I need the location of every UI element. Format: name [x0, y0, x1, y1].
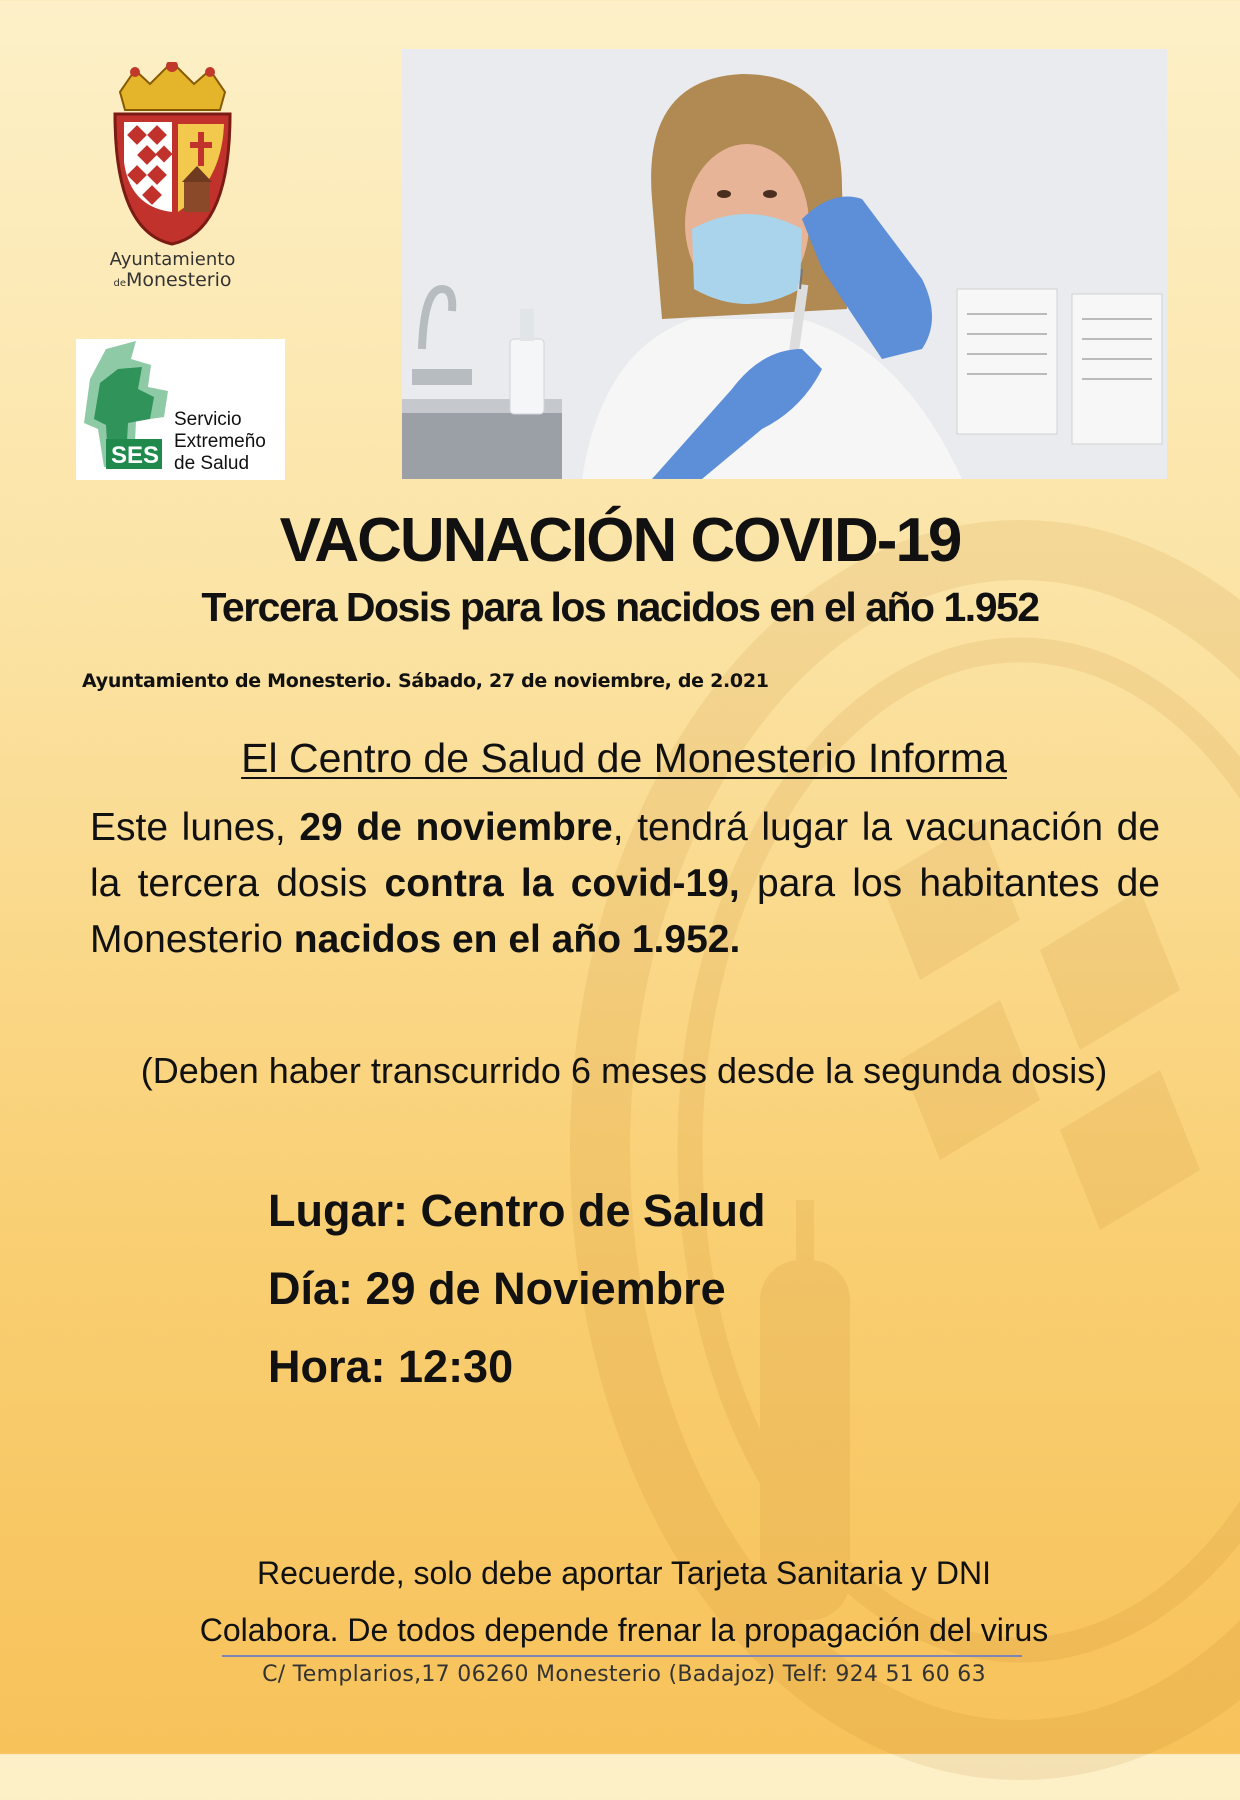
announcement-paragraph — [90, 800, 1160, 968]
crest-caption-line1: Ayuntamiento — [109, 249, 236, 270]
page-subtitle: Tercera Dosis para los nacidos en el año 1.952 — [201, 584, 1039, 630]
crest-caption-line2 — [80, 270, 265, 291]
footer-colabora: Colabora. De todos depende frenar la propagación del virus — [199, 1612, 1049, 1648]
para-bold-2: contra la covid-19, — [384, 862, 740, 905]
footer-address: C/ Templarios,17 06260 Monesterio (Badajoz) Telf: 924 51 60 63 — [262, 1662, 986, 1687]
ses-name — [174, 409, 266, 475]
informa-heading: El Centro de Salud de Monesterio Informa — [241, 735, 1007, 781]
ses-name-line3: de Salud — [174, 453, 250, 474]
ses-name-line2: Extremeño — [174, 431, 266, 452]
crest-caption-name: Monesterio — [125, 268, 232, 291]
footer-reminder: Recuerde, solo debe aportar Tarjeta Sanitaria y DNI — [256, 1555, 992, 1591]
para-bold-1: 29 de noviembre — [299, 806, 613, 849]
watermark-crest — [460, 500, 1240, 1800]
page-title: VACUNACIÓN COVID-19 — [279, 506, 961, 575]
detail-dia: Día: 29 de Noviembre — [268, 1263, 726, 1314]
para-text-2: , tendrá lugar la vacunación de la tercera dosis — [90, 806, 1161, 905]
footer-divider — [222, 1655, 1022, 1657]
ses-name-line1: Servicio — [174, 409, 242, 430]
dateline: Ayuntamiento de Monesterio. Sábado, 27 de noviembre, de 2.021 — [82, 670, 769, 692]
nurse-illustration — [402, 49, 1167, 479]
detail-lugar: Lugar: Centro de Salud — [268, 1185, 766, 1236]
municipal-crest-logo — [100, 62, 245, 247]
requirement-note: (Deben haber transcurrido 6 meses desde la segunda dosis) — [140, 1050, 1108, 1091]
ses-logo — [76, 339, 285, 480]
vaccination-photo — [402, 49, 1167, 479]
detail-hora: Hora: 12:30 — [268, 1341, 514, 1392]
crest-caption — [80, 250, 265, 291]
para-text-1: Este lunes, — [90, 806, 300, 849]
para-text-3: para los habitantes de Monesterio — [90, 862, 1160, 961]
ses-acronym: SES — [111, 442, 160, 469]
para-bold-3: nacidos en el año 1.952. — [293, 918, 741, 961]
crest-caption-small: de — [113, 277, 126, 289]
